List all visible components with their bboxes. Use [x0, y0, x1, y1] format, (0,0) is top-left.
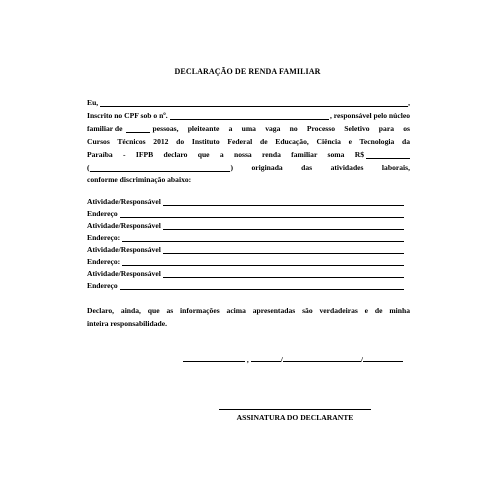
- name-blank[interactable]: [100, 99, 408, 107]
- activity-row-5: [87, 245, 410, 254]
- activity-row-1: [87, 197, 410, 206]
- familiar-label: familiar de: [87, 124, 123, 133]
- cpf-blank[interactable]: [170, 112, 329, 120]
- activity-row-blank[interactable]: [120, 210, 404, 218]
- activity-row-blank[interactable]: [163, 270, 404, 278]
- activity-row-label: Atividade/Responsável: [87, 245, 161, 254]
- cpf-label: Inscrito no CPF sob o nº.: [87, 111, 168, 120]
- activity-row-label: Endereço: [87, 281, 118, 290]
- extenso-blank[interactable]: [90, 164, 230, 172]
- familiar-line: [87, 124, 410, 133]
- signature-line[interactable]: [219, 409, 371, 410]
- renda-line: [87, 150, 410, 159]
- activity-row-label: Endereço:: [87, 257, 121, 266]
- activity-row-6: [87, 257, 410, 266]
- activity-row-8: [87, 281, 410, 290]
- renda-blank[interactable]: [366, 151, 410, 159]
- city-blank[interactable]: [183, 354, 245, 362]
- pessoas-text: pessoas, pleiteante a uma vaga no Processo Seletivo para os: [152, 124, 410, 133]
- originada-text: ) originada das atividades laborais,: [230, 163, 410, 172]
- activity-row-blank[interactable]: [122, 258, 404, 266]
- declaration-line1: Declaro, ainda, que as informações acima apresentadas são verdadeiras e de minha: [87, 306, 410, 315]
- signature-label: ASSINATURA DO DECLARANTE: [236, 413, 354, 422]
- activity-row-blank[interactable]: [163, 246, 404, 254]
- activity-row-label: Endereço: [87, 209, 118, 218]
- responsavel-text: , responsável pelo núcleo: [329, 111, 410, 120]
- document-title: DECLARAÇÃO DE RENDA FAMILIAR: [174, 67, 321, 76]
- activity-row-label: Endereço:: [87, 233, 121, 242]
- activity-row-label: Atividade/Responsável: [87, 269, 161, 278]
- cpf-line: [87, 111, 410, 120]
- renda-text: Paraíba - IFPB declaro que a nossa renda familiar soma R$: [87, 150, 364, 159]
- activity-row-blank[interactable]: [120, 282, 404, 290]
- paragraph1-line4: Cursos Técnicos 2012 do Instituto Federal de Educação, Ciência e Tecnologia da: [87, 137, 410, 146]
- month-blank[interactable]: [280, 354, 361, 364]
- activity-row-4: [87, 233, 410, 242]
- date-sep-slash2: /: [360, 355, 363, 364]
- declaration-line2: inteira responsabilidade.: [87, 319, 168, 328]
- place-date-line: [183, 354, 403, 364]
- eu-label: Eu,: [87, 98, 99, 107]
- activity-row-label: Atividade/Responsável: [87, 221, 161, 230]
- activity-row-blank[interactable]: [122, 234, 404, 242]
- name-end-comma: ,: [408, 98, 410, 107]
- pessoas-blank[interactable]: [126, 125, 150, 133]
- paren-open: (: [87, 163, 90, 172]
- activity-row-label: Atividade/Responsável: [87, 197, 161, 206]
- date-sep-slash1: /: [280, 355, 283, 364]
- date-sep-comma: ,: [245, 355, 251, 364]
- extenso-line: [87, 163, 410, 172]
- activity-row-blank[interactable]: [163, 222, 404, 230]
- activity-row-3: [87, 221, 410, 230]
- activity-row-2: [87, 209, 410, 218]
- day-blank[interactable]: [251, 354, 281, 362]
- name-line: [87, 98, 410, 107]
- paragraph1-line7: conforme discriminação abaixo:: [87, 175, 192, 184]
- year-blank[interactable]: [360, 354, 403, 364]
- activity-row-7: [87, 269, 410, 278]
- activity-row-blank[interactable]: [163, 198, 404, 206]
